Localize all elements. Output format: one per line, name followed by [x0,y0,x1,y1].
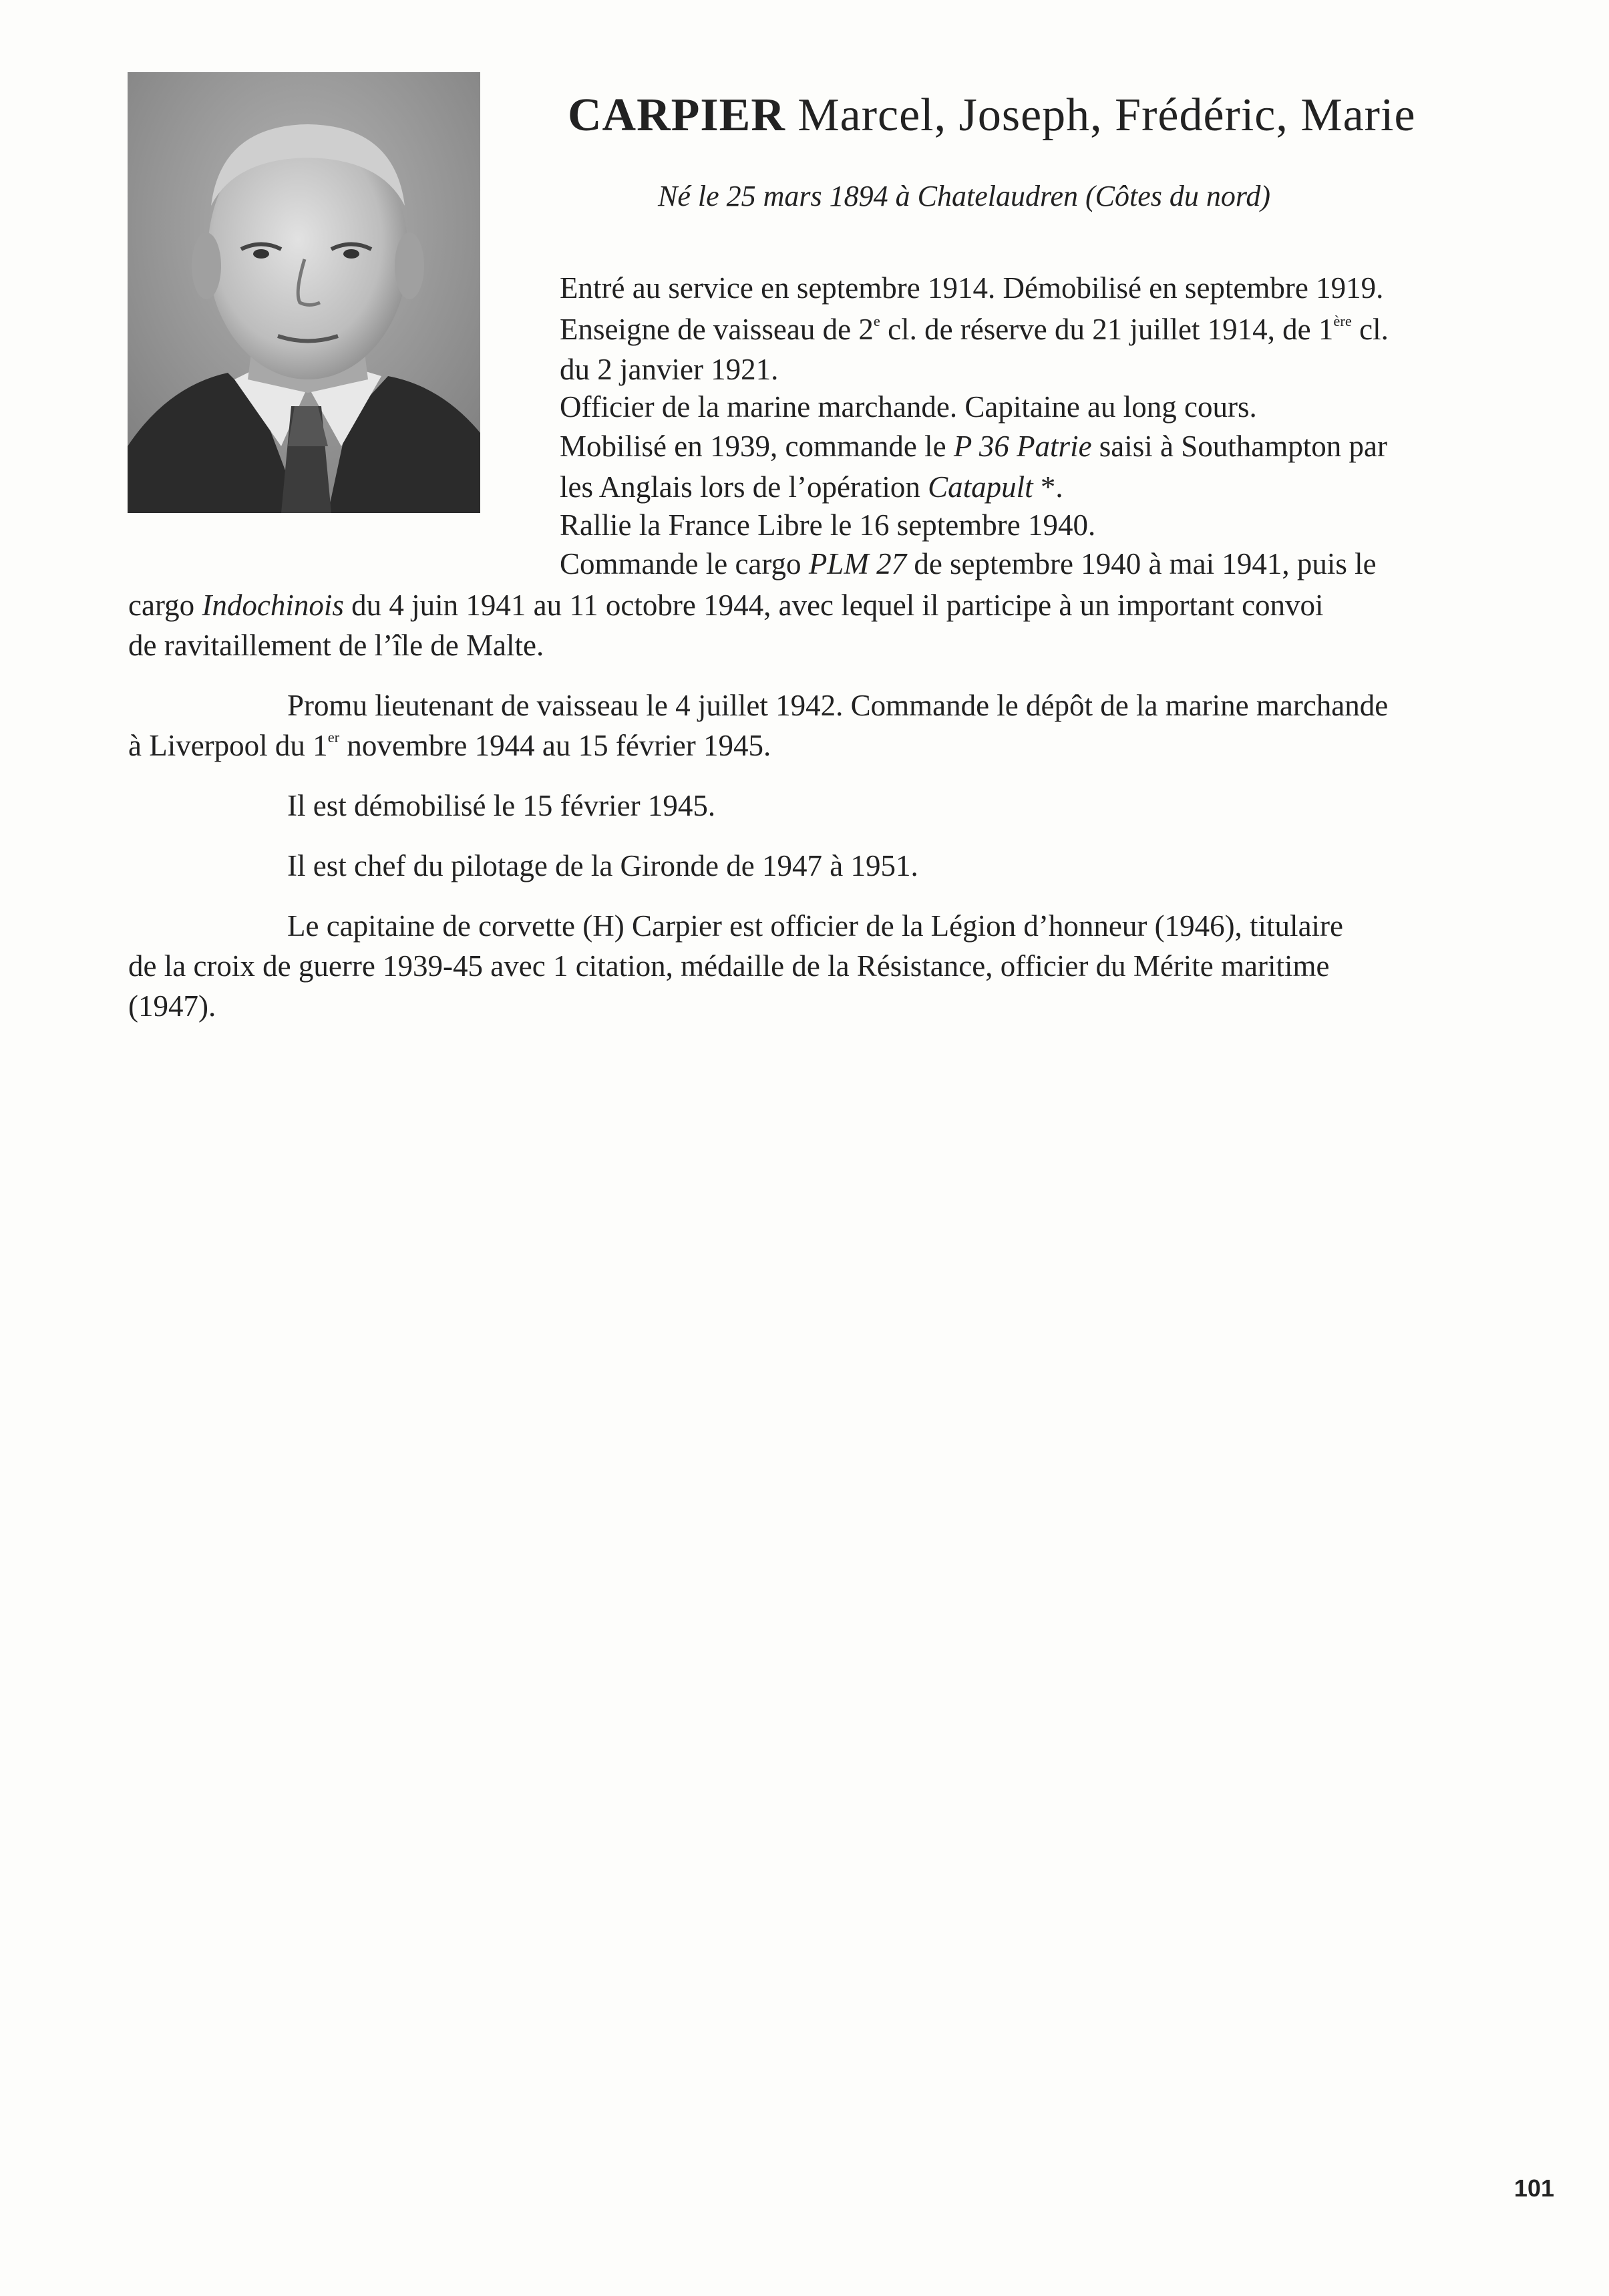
portrait-photo [128,72,480,513]
text-line: du 2 janvier 1921. [560,353,779,386]
text-line: cargo Indochinois du 4 juin 1941 au 11 octobre 1944, avec lequel il participe à un important convoi [128,589,1324,622]
text-line: Promu lieutenant de vaisseau le 4 juillet 1942. Commande le dépôt de la marine marchande [287,689,1389,722]
text-line: Il est chef du pilotage de la Gironde de 1947 à 1951. [287,849,918,882]
text-line: Entré au service en septembre 1914. Démobilisé en septembre 1919. [560,271,1384,305]
surname: CARPIER [568,90,785,141]
person-name [568,86,1503,146]
text-line: Enseigne de vaisseau de 2e cl. de réserve du 21 juillet 1914, de 1ère cl. [560,312,1389,346]
text-line: de la croix de guerre 1939-45 avec 1 citation, médaille de la Résistance, officier du Mérite maritime [128,949,1330,983]
text-line: les Anglais lors de l’opération Catapult *. [560,470,1063,504]
text-line: Rallie la France Libre le 16 septembre 1940. [560,508,1096,542]
portrait-icon [128,72,480,513]
page-number: 101 [1513,2174,1554,2202]
text-line: Mobilisé en 1939, commande le P 36 Patrie saisi à Southampton par [560,430,1387,463]
text-line: (1947). [128,989,216,1023]
text-line: Il est démobilisé le 15 février 1945. [287,789,716,822]
text-line: Officier de la marine marchande. Capitaine au long cours. [560,390,1257,424]
text-line: Commande le cargo PLM 27 de septembre 1940 à mai 1941, puis le [560,547,1377,581]
birth-info: Né le 25 mars 1894 à Chatelaudren (Côtes du nord) [658,180,1271,212]
text-line: de ravitaillement de l’île de Malte. [128,629,544,662]
text-line: Le capitaine de corvette (H) Carpier est officier de la Légion d’honneur (1946), titulaire [287,909,1343,943]
given-names: Marcel, Joseph, Frédéric, Marie [785,90,1416,141]
text-line: à Liverpool du 1er novembre 1944 au 15 février 1945. [128,728,771,762]
